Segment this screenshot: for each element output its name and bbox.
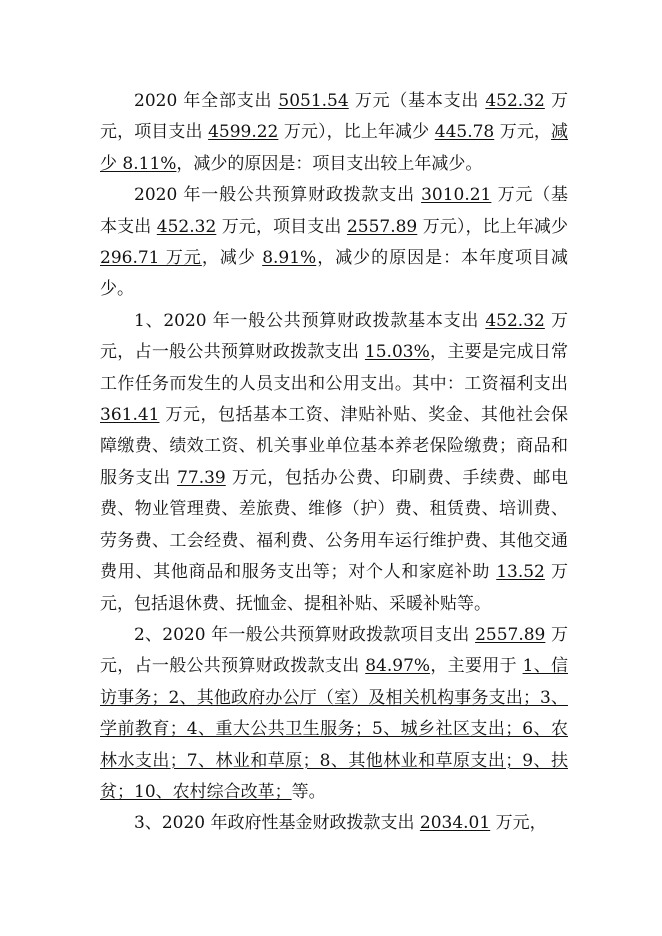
underlined-value: 2557.89: [346, 216, 418, 237]
underlined-value: 452.32: [485, 91, 545, 111]
text-segment: 万元，占一般公共预算财政拨款支出: [100, 310, 569, 363]
underlined-value: 2557.89: [475, 624, 546, 645]
paragraph-basic-expenditure: [100, 306, 568, 620]
text-segment: 2020 年全部支出: [134, 91, 279, 111]
text-segment: 万元，: [494, 122, 552, 143]
text-segment: 万元，包括办公费、印刷费、手续费、邮电费、物业管理费、差旅费、维修（护）费、租赁费、培训费、劳务费、工会经费、福利费、公务用车运行维护费、其他交通费用、其他商品和服务支出等；对个人和家庭补助: [100, 467, 569, 583]
text-segment: 2020 年一般公共预算财政拨款支出: [134, 185, 422, 206]
underlined-value: 361.41: [100, 405, 160, 426]
underlined-value: 5051.54: [278, 91, 349, 111]
paragraph-government-fund-expenditure: [100, 808, 568, 839]
underlined-value: 296.71 万元: [100, 248, 202, 269]
underlined-value: 452.32: [485, 310, 545, 331]
paragraph-general-budget-expenditure: [100, 180, 568, 306]
text-segment: 万元，包括基本工资、津贴补贴、奖金、其他社会保障缴费、绩效工资、机关事业单位基本养老保险缴费；商品和服务支出: [100, 405, 568, 488]
underlined-value: 4599.22: [208, 122, 279, 143]
text-segment: 万元），比上年减少: [417, 216, 569, 237]
text-segment: 万元（基本支出: [348, 91, 486, 111]
text-segment: 万元），比上年减少: [278, 122, 435, 143]
text-segment: 万元（基本支出: [100, 185, 568, 237]
text-segment: ，减少的原因是：本年度项目减少。: [100, 248, 569, 300]
underlined-value: 13.52: [496, 562, 545, 583]
text-segment: 万元，包括退休费、抚恤金、提租补贴、采暖补贴等。: [100, 562, 569, 614]
underlined-value: 8.91%: [262, 248, 317, 269]
text-segment: ，减少的原因是：项目支出较上年减少。: [176, 153, 483, 174]
document-body: [100, 86, 568, 840]
text-segment: 万元，占一般公共预算财政拨款支出: [100, 624, 568, 677]
paragraph-total-expenditure: [100, 86, 568, 180]
text-segment: ，主要是完成日常工作任务而发生的人员支出和公用支出。其中：工资福利支出: [100, 342, 569, 394]
text-segment: ，减少: [201, 248, 263, 269]
underlined-value: 15.03%: [364, 342, 430, 363]
text-segment: 万元，项目支出: [216, 216, 347, 237]
underlined-value: 445.78: [434, 122, 495, 143]
underlined-value: 2034.01: [419, 813, 491, 834]
text-segment: 万元，项目支出: [100, 91, 568, 143]
text-segment: 2、2020 年一般公共预算财政拨款项目支出: [134, 624, 476, 645]
underlined-value: 452.32: [156, 216, 217, 237]
paragraph-project-expenditure: [100, 620, 568, 808]
underlined-value: 1、信访事务；2、其他政府办公厅（室）及相关机构事务支出；3、学前教育；4、重大公共卫生服务；5、城乡社区支出；6、农林水支出；7、林业和草原；8、其他林业和草原支出；9、扶贫；10、农村综合改革；: [100, 656, 568, 802]
underlined-value: 77.39: [177, 467, 226, 488]
underlined-value: 84.97%: [365, 656, 431, 677]
text-segment: ，主要用于: [430, 656, 523, 677]
underlined-value: 3010.21: [421, 185, 492, 206]
text-segment: 等。: [291, 781, 326, 802]
underlined-value: 减少 8.11%: [100, 122, 569, 174]
text-segment: 万元，: [490, 813, 547, 834]
text-segment: 1、2020 年一般公共预算财政拨款基本支出: [134, 310, 486, 331]
text-segment: 3、2020 年政府性基金财政拨款支出: [134, 813, 420, 834]
